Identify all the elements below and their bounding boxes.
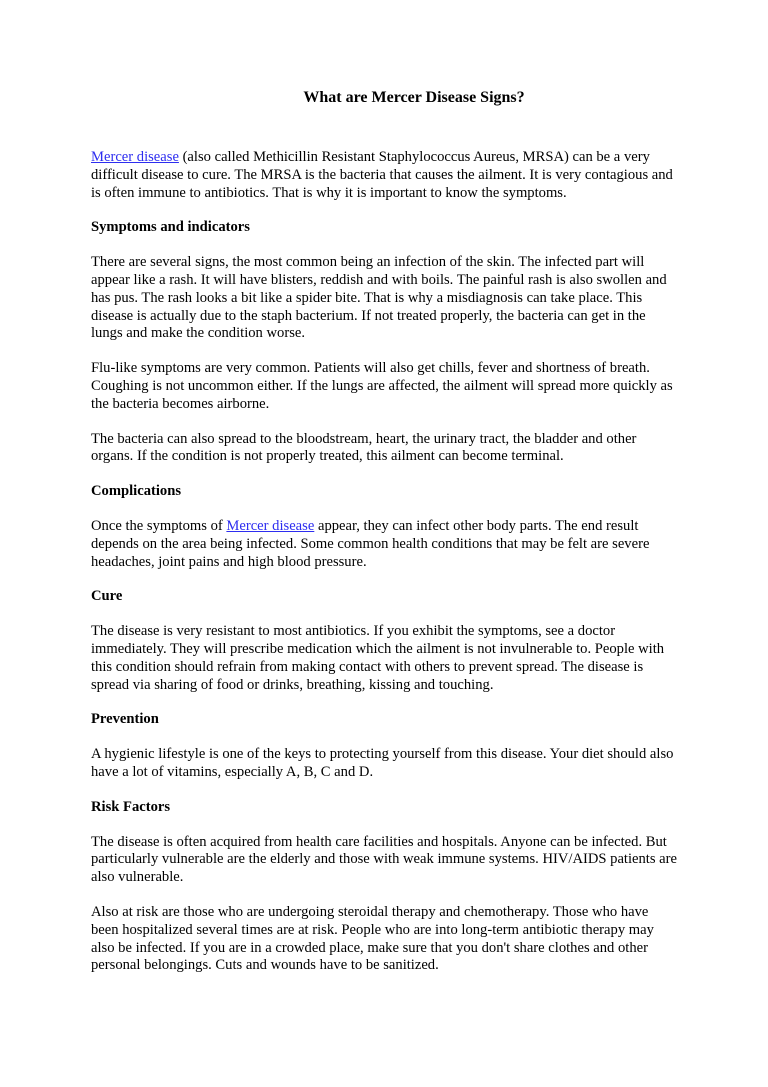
symptoms-paragraph-2: Flu-like symptoms are very common. Patients will also get chills, fever and shortness of breath. Coughing is not uncommon either. If the lungs are affected, the ailment will spread more quickly as the bacteria becomes airborne. — [91, 360, 673, 412]
complications-heading: Complications — [91, 483, 181, 500]
cure-paragraph: The disease is very resistant to most antibiotics. If you exhibit the symptoms, see a doctor immediately. They will prescribe medication which the ailment is not invulnerable to. People with this condition should refrain from making contact with others to prevent spread. The disease is spread via sharing of food or drinks, breathing, kissing and touching. — [91, 623, 665, 693]
symptoms-paragraph-3: The bacteria can also spread to the bloodstream, heart, the urinary tract, the bladder and other organs. If the condition is not properly treated, this ailment can become terminal. — [91, 430, 637, 465]
risk-factors-heading: Risk Factors — [91, 798, 171, 815]
complications-text-after: appear, they can infect other body parts. The end result depends on the area being infected. Some common health conditions that may be felt are severe headaches, joint pains and high blood pressure. — [91, 517, 650, 570]
symptoms-heading: Symptoms and indicators — [91, 219, 250, 236]
symptoms-paragraph-1: There are several signs, the most common being an infection of the skin. The infected part will appear like a rash. It will have blisters, reddish and with boils. The painful rash is also swollen and has pus. The rash looks a bit like a spider bite. That is why a misdiagnosis can take place. This disease is actually due to the staph bacterium. If not treated properly, the bacteria can get in the lungs and make the condition worse. — [91, 254, 667, 342]
mercer-disease-link-2[interactable]: Mercer disease — [226, 517, 315, 534]
risk-factors-paragraph-2: Also at risk are those who are undergoing steroidal therapy and chemotherapy. Those who have been hospitalized several times are at risk. People who are into long-term antibiotic therapy may also be infected. If you are in a crowded place, make sure that you don't share clothes and other personal belongings. Cuts and wounds have to be sanitized. — [91, 903, 654, 974]
document-title: What are Mercer Disease Signs? — [303, 89, 525, 106]
mercer-disease-link[interactable]: Mercer disease — [91, 149, 179, 165]
cure-heading: Cure — [91, 588, 123, 605]
intro-paragraph — [91, 149, 679, 202]
complications-paragraph — [91, 518, 679, 571]
prevention-heading: Prevention — [91, 711, 159, 728]
prevention-paragraph: A hygienic lifestyle is one of the keys to protecting yourself from this disease. Your diet should also have a lot of vitamins, especially A, B, C and D. — [91, 746, 674, 780]
complications-text-before: Once the symptoms of — [91, 517, 227, 534]
document-page — [91, 88, 679, 992]
intro-text: (also called Methicillin Resistant Staphylococcus Aureus, MRSA) can be a very difficult disease to cure. The MRSA is the bacteria that causes the ailment. It is very contagious and is often immune to antibiotics. That is why it is important to know the symptoms. — [91, 149, 673, 201]
risk-factors-paragraph-1: The disease is often acquired from health care facilities and hospitals. Anyone can be infected. But particularly vulnerable are the elderly and those with weak immune systems. HIV/AIDS patients are also vulnerable. — [91, 833, 678, 886]
